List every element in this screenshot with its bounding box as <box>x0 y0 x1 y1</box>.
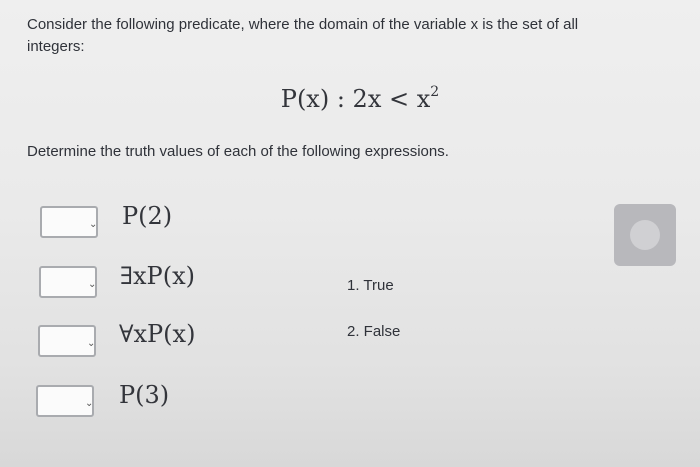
answer-option-false: 2. False <box>347 323 401 340</box>
expression-label: ∀xP(x) <box>119 320 196 348</box>
answer-select-4[interactable] <box>36 385 94 417</box>
expression-label: P(2) <box>122 202 173 230</box>
circle-icon <box>630 220 660 250</box>
answer-select-3[interactable] <box>38 325 96 357</box>
chevron-down-icon: ⌄ <box>89 219 98 230</box>
answer-select-2[interactable] <box>39 266 97 298</box>
expression-label: ∃xP(x) <box>120 262 195 290</box>
question-text: Consider the following predicate, where the domain of the variable x is the set of all integers: <box>27 16 579 55</box>
chevron-down-icon: ⌄ <box>88 279 97 290</box>
answer-select-1[interactable] <box>40 206 98 238</box>
chevron-down-icon: ⌄ <box>87 338 96 349</box>
predicate-formula <box>0 85 700 113</box>
formula-main: P(x) : 2x < x <box>280 85 431 113</box>
answer-option-true: 1. True <box>347 277 394 294</box>
instruction-text: Determine the truth values of each of the following expressions. <box>27 143 449 160</box>
side-action-button[interactable] <box>614 204 676 266</box>
chevron-down-icon: ⌄ <box>85 398 94 409</box>
expression-label: P(3) <box>119 381 170 409</box>
formula-exponent: 2 <box>430 84 440 100</box>
